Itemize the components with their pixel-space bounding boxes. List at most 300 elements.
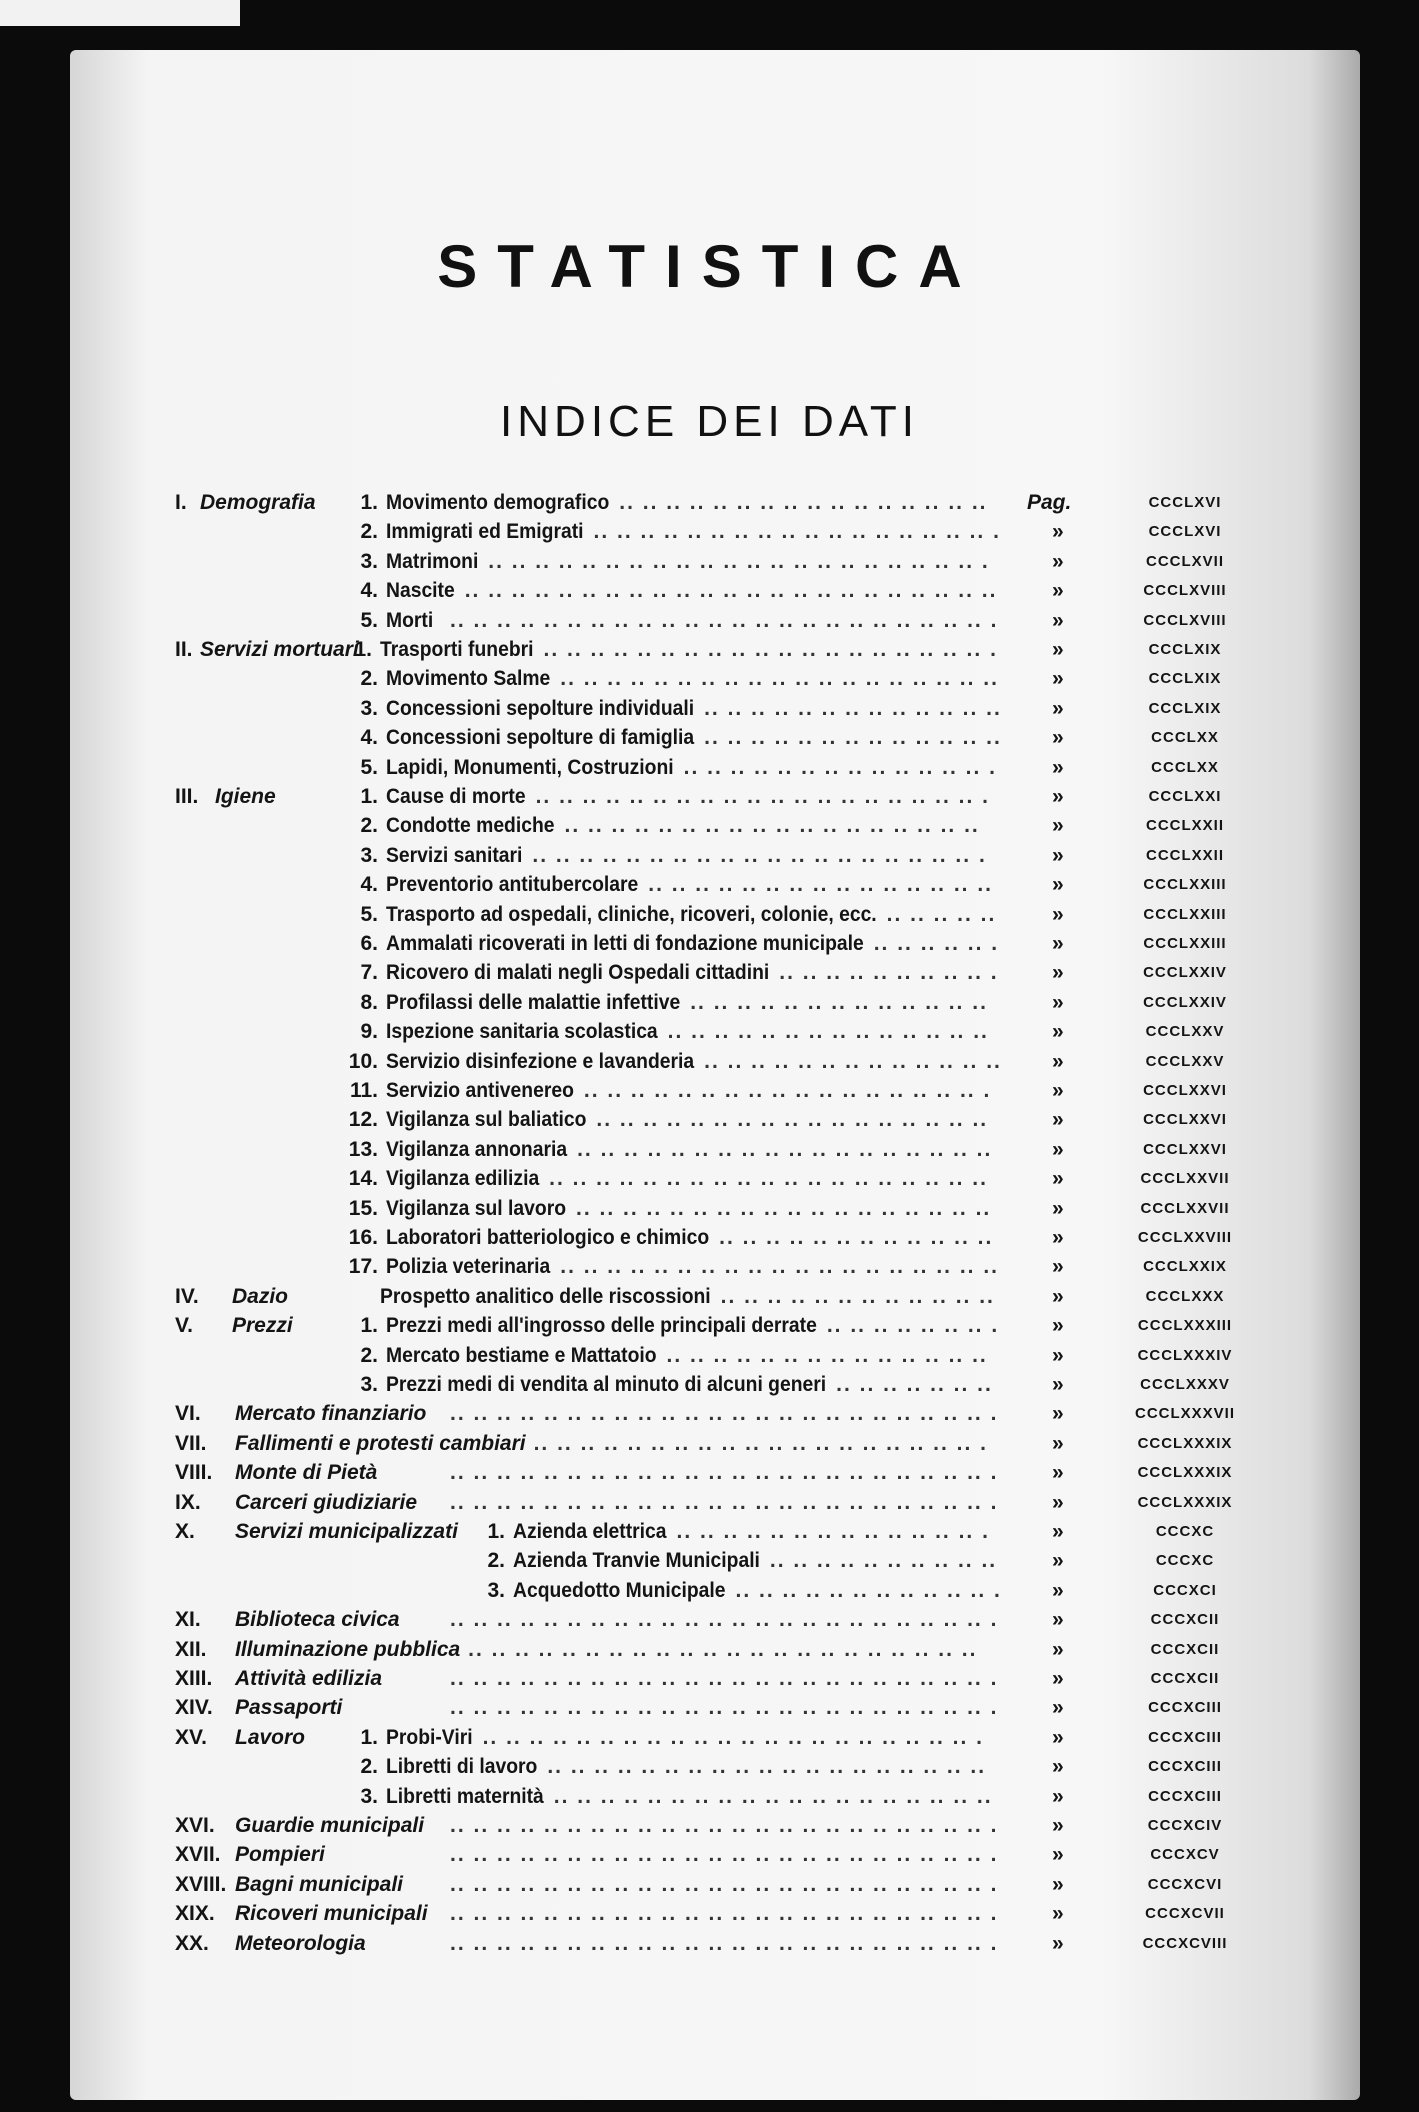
list-item [0, 1840, 1419, 1869]
list-item [0, 1311, 1419, 1340]
page-reference: CCCXCII [1150, 1611, 1220, 1629]
item-text: Servizio antivenereo [386, 1079, 574, 1102]
page-reference: CCCLXXXIV [1137, 1346, 1233, 1364]
item-number: 5. [360, 608, 378, 632]
page-reference: CCCLXXVI [1143, 1111, 1227, 1129]
leader-dots: .. .. .. .. .. .. .. .. .. .. .. .. .. .. .. .. .. .. .. .. .. .. .. . [450, 1402, 999, 1426]
page-reference: CCCLXXXIX [1137, 1464, 1233, 1482]
page-reference: CCCLXXIII [1143, 876, 1227, 894]
list-item [0, 1899, 1419, 1928]
ditto-mark: » [1052, 1020, 1064, 1044]
leader-dots: .. .. .. .. .. .. .. .. .. .. .. .. .. .. .. .. .. .. [577, 1137, 993, 1161]
leader-dots: .. .. .. .. .. .. .. .. .. .. .. .. .. .. .. .. .. .. .. .. .. .. [468, 1637, 978, 1661]
list-item [0, 1341, 1419, 1370]
list-item [0, 1635, 1419, 1664]
list-item [0, 1047, 1419, 1076]
list-item [0, 870, 1419, 899]
section-number: V. [175, 1314, 193, 1338]
list-item [0, 694, 1419, 723]
ditto-mark: » [1052, 1696, 1064, 1720]
leader-dots: .. .. .. .. .. .. .. .. .. .. .. .. .. .. .. .. .. .. .. . [532, 843, 987, 867]
ditto-mark: » [1052, 638, 1064, 661]
page-reference: CCCLXXIII [1143, 935, 1227, 952]
ditto-mark: » [1052, 1872, 1064, 1896]
item-number: 9. [360, 1020, 378, 1044]
item-text: Matrimoni [386, 549, 479, 573]
item-text: Prezzi medi di vendita al minuto di alcuni generi [386, 1373, 827, 1396]
leader-dots: .. .. .. .. .. .. .. .. .. .. .. .. .. .. .. .. .. .. .. .. .. . [482, 1725, 984, 1749]
page-reference: CCCLXXXIX [1137, 1434, 1233, 1452]
page-reference: CCCLXIX [1148, 670, 1222, 688]
ditto-mark: » [1052, 932, 1064, 955]
section-name: Servizi municipalizzati [235, 1520, 458, 1543]
page-reference: CCCLXX [1151, 729, 1219, 747]
section-number: I. [175, 491, 187, 514]
leader-dots: .. .. .. .. .. .. .. .. .. .. .. .. .. . [683, 755, 998, 779]
section-number: IX. [175, 1490, 201, 1514]
ditto-mark: » [1052, 961, 1064, 985]
leader-dots: .. .. .. .. .. .. .. .. .. .. .. .. .. .. .. .. .. .. .. .. .. . [488, 549, 990, 573]
item-number: 12. [348, 1108, 378, 1132]
leader-dots: .. .. .. .. .. .. .. .. .. .. .. .. .. .. .. [648, 873, 994, 897]
leader-dots: .. .. .. .. .. .. .. .. .. .. .. .. .. .. .. .. .. .. .. .. .. .. .. . [450, 1931, 999, 1955]
leader-dots: .. .. .. .. .. .. .. .. .. .. .. .. .. .. [667, 1020, 989, 1044]
list-item [0, 1076, 1419, 1105]
item-text: Acquedotto Municipale [513, 1578, 726, 1602]
item-text: Lapidi, Monumenti, Costruzioni [386, 755, 674, 779]
section-name: Lavoro [235, 1725, 306, 1749]
list-item [0, 753, 1419, 782]
list-item [0, 1782, 1419, 1811]
item-number: 1. [360, 491, 378, 514]
list-item [0, 1870, 1419, 1899]
page-reference: CCCXC [1155, 1552, 1215, 1570]
list-item [0, 1282, 1419, 1311]
list-item [0, 1135, 1419, 1164]
item-text: Servizio disinfezione e lavanderia [386, 1049, 695, 1073]
section-name: Attività edilizia [235, 1667, 383, 1690]
leader-dots: .. .. .. .. .. .. .. .. .. .. .. .. .. .. .. .. .. .. .. [560, 1255, 1000, 1279]
section-name: Mercato finanziario [235, 1402, 427, 1426]
ditto-mark: » [1052, 579, 1064, 603]
page-reference: CCCLXXII [1145, 817, 1224, 835]
item-number: 3. [487, 1578, 505, 1602]
list-item [0, 900, 1419, 929]
scan-frame-edge [0, 0, 240, 26]
leader-dots: .. .. .. .. .. . [873, 932, 1000, 955]
leader-dots: .. .. .. .. .. .. .. .. .. .. .. .. .. .. .. .. .. .. .. .. .. .. .. . [450, 1872, 999, 1896]
leader-dots: .. .. .. .. .. .. .. .. .. .. .. .. .. .. .. .. .. .. .. .. .. .. .. [464, 579, 998, 603]
leader-dots: .. .. .. .. .. .. .. .. .. .. .. .. .. .. .. .. .. .. .. . [535, 785, 990, 808]
list-item [0, 1576, 1419, 1605]
page-reference: CCCLXXXV [1140, 1376, 1230, 1393]
item-number: 2. [360, 667, 378, 691]
leader-dots: .. .. .. .. .. .. .. .. .. .. .. .. .. .. .. .. .. .. .. .. .. .. .. . [450, 1667, 999, 1690]
leader-dots: .. .. .. .. .. .. .. .. .. .. .. .. .. .. .. .. .. . [593, 520, 1001, 544]
ditto-mark: » [1052, 520, 1064, 544]
ditto-mark: » [1052, 1931, 1064, 1955]
leader-dots: .. .. .. .. .. [886, 902, 997, 926]
list-item [0, 841, 1419, 870]
ditto-mark: » [1052, 696, 1064, 720]
item-number: 4. [360, 873, 378, 897]
page-title: STATISTICA [437, 233, 982, 300]
ditto-mark: » [1052, 785, 1064, 808]
page-reference: CCCLXXIX [1143, 1258, 1227, 1276]
list-item [0, 1752, 1419, 1781]
item-text: Vigilanza sul lavoro [386, 1196, 567, 1220]
leader-dots: .. .. .. .. .. .. .. .. .. .. .. .. .. .. .. .. .. .. .. .. .. .. .. . [450, 1461, 999, 1485]
item-number: 1. [360, 1314, 378, 1338]
page-reference: CCCXCII [1150, 1640, 1220, 1658]
ditto-mark: » [1052, 1461, 1064, 1485]
leader-dots: .. .. .. .. .. .. .. .. .. .. .. .. .. .. .. .. .. .. .. .. .. .. .. . [450, 608, 999, 632]
item-number: 6. [360, 932, 378, 955]
item-text: Morti [386, 608, 434, 632]
item-number: 17. [348, 1255, 378, 1279]
item-text: Azienda Tranvie Municipali [513, 1549, 760, 1573]
leader-dots: .. .. .. .. .. .. .. .. .. .. .. .. .. .. .. .. .. .. .. . [543, 638, 998, 661]
list-item [0, 1252, 1419, 1281]
item-text: Movimento Salme [386, 667, 551, 691]
page-reference: CCCLXVI [1148, 523, 1222, 541]
list-item [0, 1664, 1419, 1693]
item-text: Probi-Viri [386, 1725, 473, 1749]
page-reference: CCCLXXVI [1143, 1082, 1227, 1099]
list-item [0, 958, 1419, 987]
ditto-mark: » [1052, 1137, 1064, 1161]
item-text: Ispezione sanitaria scolastica [386, 1020, 658, 1044]
ditto-mark: » [1052, 1667, 1064, 1690]
item-text: Vigilanza sul baliatico [386, 1108, 587, 1132]
list-item [0, 1017, 1419, 1046]
section-number: X. [175, 1520, 195, 1543]
ditto-mark: » [1052, 873, 1064, 897]
item-number: 13. [348, 1137, 378, 1161]
section-name: Meteorologia [235, 1931, 366, 1955]
section-name: Ricoveri municipali [235, 1902, 428, 1926]
item-number: 2. [360, 520, 378, 544]
section-number: XVII. [175, 1843, 221, 1867]
leader-dots: .. .. .. .. .. .. .. .. .. .. .. .. .. .. .. .. .. . [583, 1079, 992, 1102]
list-item [0, 1546, 1419, 1575]
ditto-mark: » [1052, 1755, 1064, 1779]
item-number: 16. [348, 1226, 378, 1249]
item-text: Immigrati ed Emigrati [386, 520, 584, 544]
page-reference: CCCLXIX [1148, 641, 1222, 658]
pag-label: Pag. [1027, 491, 1072, 514]
page-reference: CCCXCII [1150, 1670, 1220, 1687]
item-text: Condotte mediche [386, 814, 555, 838]
ditto-mark: » [1052, 1196, 1064, 1220]
page-reference: CCCLXXX [1145, 1287, 1225, 1305]
page-reference: CCCLXIX [1148, 699, 1222, 717]
item-text: Movimento demografico [386, 491, 610, 514]
ditto-mark: » [1052, 608, 1064, 632]
leader-dots: .. .. .. .. .. .. .. .. .. .. .. .. .. .. .. .. .. .. .. .. .. .. .. . [450, 1608, 999, 1632]
section-name: Illuminazione pubblica [235, 1637, 461, 1661]
ditto-mark: » [1052, 1637, 1064, 1661]
item-text: Vigilanza annonaria [386, 1137, 568, 1161]
list-item [0, 1164, 1419, 1193]
ditto-mark: » [1052, 726, 1064, 750]
list-item [0, 1194, 1419, 1223]
item-number: 14. [348, 1167, 378, 1191]
list-item [0, 1517, 1419, 1546]
item-number: 3. [360, 1784, 378, 1808]
ditto-mark: » [1052, 755, 1064, 779]
list-item [0, 1429, 1419, 1458]
item-text: Polizia veterinaria [386, 1255, 551, 1279]
item-number: 15. [348, 1196, 378, 1220]
page-reference: CCCLXXIV [1143, 993, 1227, 1011]
page-reference: CCCLXXVII [1140, 1170, 1230, 1188]
list-item [0, 723, 1419, 752]
leader-dots: .. .. .. .. .. .. .. .. .. .. .. .. .. .. .. .. .. .. .. .. .. .. .. . [450, 1843, 999, 1867]
item-number: 1. [354, 638, 372, 661]
leader-dots: .. .. .. .. .. .. .. .. .. .. .. .. .. .. .. .. [619, 491, 988, 514]
list-item [0, 1488, 1419, 1517]
item-number: 10. [348, 1049, 378, 1073]
item-number: 2. [360, 1755, 378, 1779]
list-item [0, 811, 1419, 840]
page-reference: CCCXCVIII [1142, 1934, 1228, 1952]
ditto-mark: » [1052, 1784, 1064, 1808]
page-reference: CCCLXVIII [1143, 582, 1227, 600]
page-reference: CCCXC [1155, 1523, 1215, 1540]
ditto-mark: » [1052, 1814, 1064, 1837]
leader-dots: .. .. .. .. .. .. .. .. .. .. .. .. .. [690, 990, 988, 1014]
leader-dots: .. .. .. .. .. .. .. .. .. .. .. .. .. [704, 696, 1002, 720]
page-reference: CCCXCIII [1148, 1758, 1222, 1776]
page-reference: CCCLXXV [1145, 1052, 1225, 1070]
list-item [0, 1693, 1419, 1722]
page-reference: CCCLXX [1151, 758, 1219, 776]
list-item [0, 1723, 1419, 1752]
leader-dots: .. .. .. .. .. .. .. .. .. .. .. .. .. .. .. .. .. .. .. .. .. .. .. . [450, 1902, 999, 1926]
section-number: XVI. [175, 1814, 215, 1837]
item-text: Concessioni sepolture individuali [386, 696, 695, 720]
item-text: Vigilanza edilizia [386, 1167, 540, 1191]
ditto-mark: » [1052, 1343, 1064, 1367]
section-number: XIV. [175, 1696, 213, 1720]
item-number: 2. [360, 814, 378, 838]
page-reference: CCCLXXI [1148, 788, 1222, 805]
list-item [0, 1223, 1419, 1252]
section-name: Igiene [215, 785, 276, 808]
item-text: Libretti di lavoro [386, 1755, 538, 1779]
item-text: Mercato bestiame e Mattatoio [386, 1343, 657, 1367]
item-number: 3. [360, 549, 378, 573]
ditto-mark: » [1052, 1608, 1064, 1632]
item-text: Prospetto analitico delle riscossioni [380, 1284, 711, 1308]
page-reference: CCCLXXIV [1143, 964, 1227, 982]
section-name: Biblioteca civica [235, 1608, 400, 1632]
list-item [0, 635, 1419, 664]
leader-dots: .. .. .. .. .. .. .. .. .. .. .. .. .. [704, 1049, 1002, 1073]
ditto-mark: » [1052, 1725, 1064, 1749]
ditto-mark: » [1052, 990, 1064, 1014]
item-text: Trasporto ad ospedali, cliniche, ricoveri, colonie, ecc. [386, 902, 877, 926]
leader-dots: .. .. .. .. .. .. .. .. .. .. .. .. .. .. .. .. .. .. [564, 814, 980, 838]
item-number: 4. [360, 726, 378, 750]
section-number: III. [175, 785, 199, 808]
section-name: Passaporti [235, 1696, 343, 1720]
list-item [0, 1811, 1419, 1840]
item-number: 1. [360, 785, 378, 808]
item-number: 8. [360, 990, 378, 1014]
ditto-mark: » [1052, 902, 1064, 926]
list-item [0, 517, 1419, 546]
item-number: 11. [349, 1079, 378, 1102]
section-number: II. [175, 638, 193, 661]
list-item [0, 1929, 1419, 1958]
page-reference: CCCXCI [1153, 1581, 1217, 1599]
page-reference: CCCXCVI [1147, 1875, 1223, 1893]
leader-dots: .. .. .. .. .. .. .. .. .. .. .. .. [719, 1226, 994, 1249]
leader-dots: .. .. .. .. .. .. .. . [826, 1314, 1000, 1338]
leader-dots: .. .. .. .. .. .. .. .. .. .. .. .. .. .. .. .. .. .. .. . [533, 1431, 988, 1455]
section-name: Dazio [232, 1284, 289, 1308]
section-number: XX. [175, 1931, 209, 1955]
ditto-mark: » [1052, 1902, 1064, 1926]
item-number: 7. [360, 961, 378, 985]
item-number: 1. [487, 1520, 505, 1543]
page-reference: CCCLXXXIX [1137, 1493, 1233, 1511]
list-item [0, 1605, 1419, 1634]
ditto-mark: » [1052, 1490, 1064, 1514]
item-text: Cause di morte [386, 785, 526, 808]
ditto-mark: » [1052, 843, 1064, 867]
ditto-mark: » [1052, 549, 1064, 573]
leader-dots: .. .. .. .. .. .. .. .. .. .. .. .. .. [704, 726, 1002, 750]
item-text: Concessioni sepolture di famiglia [386, 726, 695, 750]
page-reference: CCCXCVII [1145, 1905, 1225, 1923]
item-number: 5. [360, 755, 378, 779]
section-number: VIII. [175, 1461, 213, 1485]
ditto-mark: » [1052, 1314, 1064, 1338]
item-number: 1. [360, 1725, 378, 1749]
item-text: Nascite [386, 579, 455, 603]
item-number: 4. [360, 579, 378, 603]
section-name: Prezzi [232, 1314, 293, 1338]
ditto-mark: » [1052, 1402, 1064, 1426]
ditto-mark: » [1052, 667, 1064, 691]
page-reference: CCCLXXIII [1143, 905, 1227, 923]
ditto-mark: » [1052, 1578, 1064, 1602]
item-text: Servizi sanitari [386, 843, 523, 867]
item-text: Prezzi medi all'ingrosso delle principali derrate [386, 1314, 817, 1338]
section-name: Monte di Pietà [235, 1461, 378, 1485]
item-text: Azienda elettrica [513, 1520, 667, 1543]
section-number: VI. [175, 1402, 201, 1426]
list-item [0, 1458, 1419, 1487]
ditto-mark: » [1052, 1255, 1064, 1279]
ditto-mark: » [1052, 1079, 1064, 1102]
list-item [0, 606, 1419, 635]
section-name: Bagni municipali [235, 1872, 404, 1896]
item-text: Laboratori batteriologico e chimico [386, 1226, 710, 1249]
leader-dots: .. .. .. .. .. .. .. .. .. .. [769, 1549, 998, 1573]
page-reference: CCCXCIII [1148, 1787, 1222, 1805]
leader-dots: .. .. .. .. .. .. .. .. .. .. .. .. .. .. .. .. .. .. .. .. .. .. .. . [450, 1490, 999, 1514]
section-name: Carceri giudiziarie [235, 1490, 418, 1514]
page-reference: CCCXCIV [1147, 1817, 1223, 1834]
ditto-mark: » [1052, 1431, 1064, 1455]
ditto-mark: » [1052, 1549, 1064, 1573]
leader-dots: .. .. .. .. .. .. .. .. .. .. .. .. .. . [676, 1520, 990, 1543]
list-item [0, 1105, 1419, 1134]
leader-dots: .. .. .. .. .. .. .. .. .. .. .. .. .. .. .. .. .. .. .. [547, 1755, 987, 1779]
ditto-mark: » [1052, 1167, 1064, 1191]
leader-dots: .. .. .. .. .. .. .. .. .. .. .. .. .. .. .. .. .. .. [576, 1196, 992, 1220]
page-reference: CCCLXXVII [1140, 1199, 1230, 1217]
section-name: Fallimenti e protesti cambiari [235, 1431, 526, 1455]
list-item [0, 664, 1419, 693]
list-item [0, 576, 1419, 605]
leader-dots: .. .. .. .. .. .. .. .. .. .. .. .. .. .. .. .. .. .. .. [553, 1784, 993, 1808]
page-reference: CCCLXXXIII [1137, 1317, 1233, 1335]
item-text: Ammalati ricoverati in letti di fondazione municipale [386, 932, 864, 955]
leader-dots: .. .. .. .. .. .. .. [836, 1373, 993, 1396]
ditto-mark: » [1052, 1373, 1064, 1396]
leader-dots: .. .. .. .. .. .. .. .. .. .. .. .. .. .. .. .. .. .. .. .. .. .. .. . [450, 1814, 999, 1837]
leader-dots: .. .. .. .. .. .. .. .. .. .. .. .. .. .. .. .. .. .. .. [560, 667, 999, 691]
page-reference: CCCXCIII [1148, 1728, 1222, 1746]
page-reference: CCCXCV [1150, 1846, 1220, 1864]
list-item [0, 1399, 1419, 1428]
ditto-mark: » [1052, 1520, 1064, 1543]
list-item [0, 488, 1419, 517]
list-item [0, 547, 1419, 576]
section-number: XVIII. [175, 1872, 227, 1896]
list-item [0, 1370, 1419, 1399]
item-text: Ricovero di malati negli Ospedali cittadini [386, 961, 770, 985]
page-reference: CCCXCIII [1148, 1699, 1222, 1717]
section-number: XI. [175, 1608, 201, 1632]
page-reference: CCCLXXVIII [1137, 1229, 1233, 1246]
leader-dots: .. .. .. .. .. .. .. .. .. .. .. . [735, 1578, 1002, 1602]
page-reference: CCCLXVI [1148, 494, 1222, 511]
section-number: IV. [175, 1284, 199, 1308]
leader-dots: .. .. .. .. .. .. .. .. .. .. .. .. .. .. .. .. .. .. .. .. .. .. .. . [450, 1696, 999, 1720]
leader-dots: .. .. .. .. .. .. .. .. .. .. .. .. [720, 1284, 995, 1308]
item-number: 2. [360, 1343, 378, 1367]
section-number: XII. [175, 1637, 207, 1661]
item-number: 3. [360, 843, 378, 867]
item-number: 5. [360, 902, 378, 926]
section-name: Guardie municipali [235, 1814, 425, 1837]
item-text: Libretti maternità [386, 1784, 544, 1808]
list-item [0, 782, 1419, 811]
page-reference: CCCLXXXVII [1134, 1405, 1235, 1423]
ditto-mark: » [1052, 1284, 1064, 1308]
section-number: XIII. [175, 1667, 213, 1690]
item-text: Profilassi delle malattie infettive [386, 990, 681, 1014]
list-item [0, 988, 1419, 1017]
ditto-mark: » [1052, 1226, 1064, 1249]
page-reference: CCCLXVIII [1143, 611, 1227, 629]
section-number: XV. [175, 1725, 207, 1749]
page-reference: CCCLXXII [1145, 846, 1224, 864]
leader-dots: .. .. .. .. .. .. .. .. .. . [779, 961, 999, 985]
section-name: Demografia [200, 491, 316, 514]
item-number: 3. [360, 1373, 378, 1396]
ditto-mark: » [1052, 814, 1064, 838]
section-number: XIX. [175, 1902, 215, 1926]
page-reference: CCCLXVII [1145, 552, 1224, 570]
item-number: 3. [360, 696, 378, 720]
